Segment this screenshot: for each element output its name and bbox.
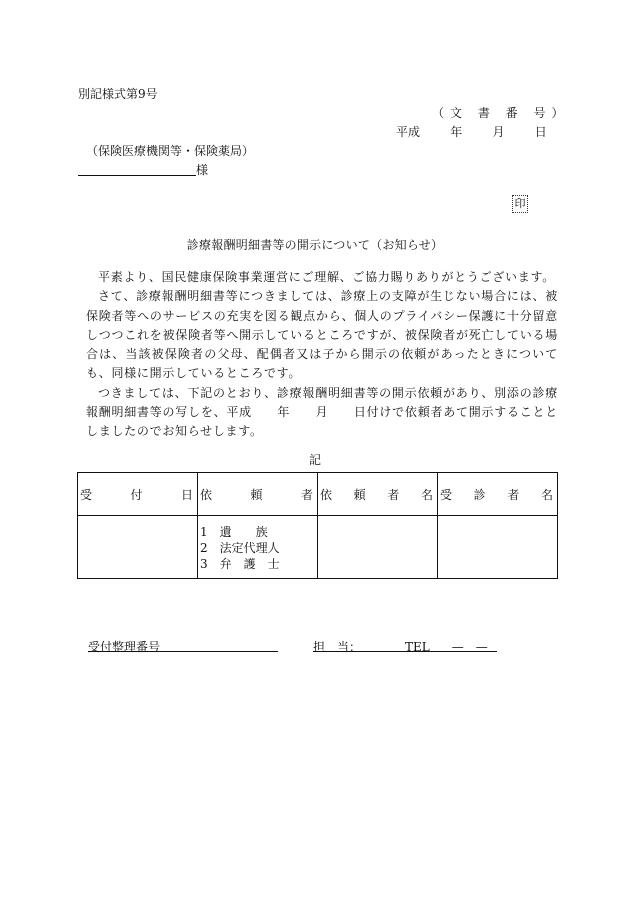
receipt-number-underline [88,651,278,652]
contact-label: 担 当： [313,640,362,654]
era: 平成 [396,125,421,139]
tel-label: TEL [405,640,430,654]
ki-heading: 記 [308,453,321,467]
day-label: 日 [534,125,547,139]
document-number: （文 書 番 号） [432,106,570,120]
paragraph-greeting: 平素より、国民健康保険事業運営にご理解、ご協力賜りありがとうございます。 [98,270,555,284]
year-label: 年 [450,125,463,139]
addressee-suffix: 様 [196,163,209,177]
header-requester-name: 依 頼 者 名 [318,473,438,516]
cell-receipt-date [78,516,198,579]
paragraph-notice: つきましては、下記のとおり、診療報酬明細書等の開示依頼があり、別添の診療報酬明細書等の写しを、平成 年 月 日付けで依頼者あて開示することとしましたのでお知らせします。 [86,385,558,439]
requester-type-item: 1 遺 族 [200,525,268,539]
table-row [78,516,558,579]
cell-patient-name [438,516,558,579]
form-id: 別記様式第9号 [78,87,158,101]
addressee-org: （保険医療機関等・保険薬局） [86,144,255,158]
tel-dash: — — [451,640,488,654]
paragraph-explanation: さて、診療報酬明細書等につきましては、診療上の支障が生じない場合には、被保険者等へのサービスの充実を図る観点から、個人のプライバシー保護に十分留意しつつこれを被保険者等へ開示しているところですが、被保険者が死亡している場合は、当該被保険者の父母、配偶者又は子から開示の依頼があったときについても、同様に開示しているところです。 [86,289,558,381]
header-requester: 依 頼 者 [198,473,318,516]
header-receipt-date: 受 付 日 [78,473,198,516]
requester-type-item: 3 弁 護 士 [200,557,280,571]
table-header-row [78,473,558,516]
request-table [77,472,558,579]
body-text [86,268,558,442]
contact-line [313,638,488,655]
date-line [396,123,547,140]
seal-mark: 印 [512,195,528,213]
cell-requester-name [318,516,438,579]
cell-requester-type [198,516,318,579]
addressee-underline [78,175,196,176]
requester-type-item: 2 法定代理人 [200,541,280,555]
header-patient-name: 受 診 者 名 [438,473,558,516]
document-title: 診療報酬明細書等の開示について（お知らせ） [186,238,444,252]
contact-underline [313,651,497,652]
month-label: 月 [492,125,505,139]
receipt-number-label: 受付整理番号 [88,640,161,654]
